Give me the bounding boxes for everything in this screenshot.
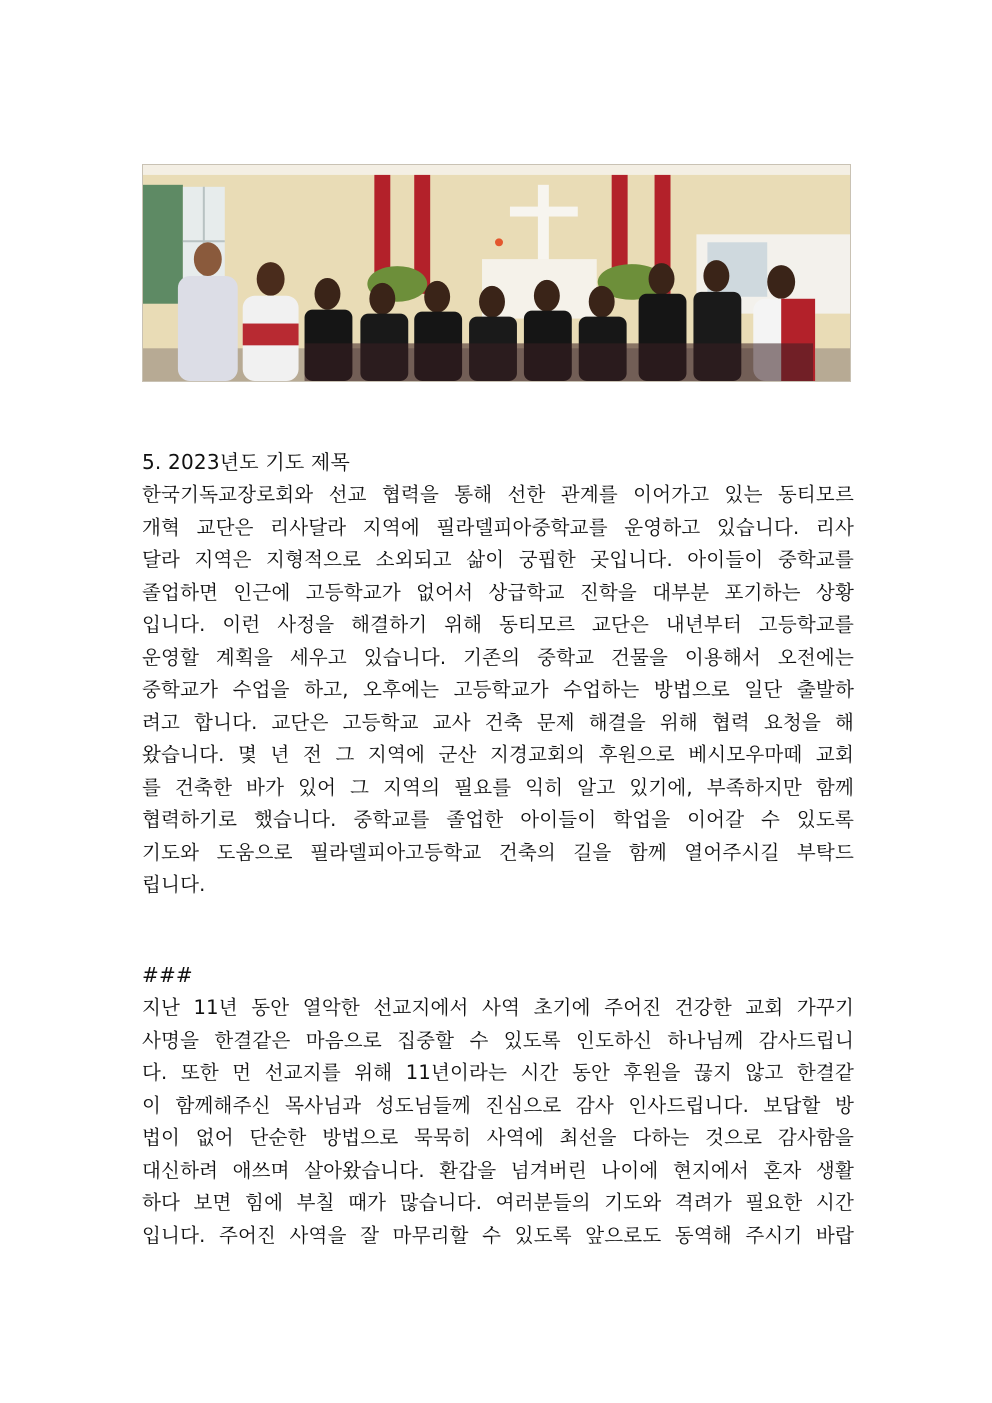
church-group-photo [142, 164, 851, 382]
paragraph-line: 한국기독교장로회와 선교 협력을 통해 선한 관계를 이어가고 있는 동티모르 [142, 483, 854, 506]
paragraph-line: 입니다. 주어진 사역을 잘 마무리할 수 있도록 앞으로도 동역해 주시기 바랍 [142, 1223, 854, 1247]
paragraph-line: 를 건축한 바가 있어 그 지역의 필요를 익히 알고 있기에, 부족하지만 함께 [142, 775, 854, 799]
paragraph-line: 입니다. 이런 사정을 해결하기 위해 동티모르 교단은 내년부터 고등학교를 [142, 613, 854, 636]
section-divider-heading: ### [142, 963, 193, 987]
paragraph-line: 법이 없어 단순한 방법으로 묵묵히 사역에 최선을 다하는 것으로 감사함을 [142, 1126, 854, 1149]
paragraph-line: 려고 합니다. 교단은 고등학교 교사 건축 문제 해결을 위해 협력 요청을 해 [142, 710, 854, 734]
paragraph-line: 개혁 교단은 리사달라 지역에 필라델피아중학교를 운영하고 있습니다. 리사 [142, 515, 854, 539]
paragraph-line: 졸업하면 인근에 고등학교가 없어서 상급학교 진학을 대부분 포기하는 상황 [142, 580, 854, 604]
section-heading: 5. 2023년도 기도 제목 [142, 450, 350, 474]
paragraph-line: 하다 보면 힘에 부칠 때가 많습니다. 여러분들의 기도와 격려가 필요한 시간 [142, 1191, 854, 1214]
paragraph-line: 기도와 도움으로 필라델피아고등학교 건축의 길을 함께 열어주시길 부탁드 [142, 840, 854, 864]
thanks-section [142, 959, 854, 1252]
paragraph-line: 협력하기로 했습니다. 중학교를 졸업한 아이들이 학업을 이어갈 수 있도록 [142, 808, 854, 831]
photo-illustration [143, 165, 850, 381]
paragraph-line: 립니다. [142, 873, 206, 896]
paragraph-line: 대신하려 애쓰며 살아왔습니다. 환갑을 넘겨버린 나이에 현지에서 혼자 생활 [142, 1158, 854, 1182]
paragraph-line: 다. 또한 먼 선교지를 위해 11년이라는 시간 동안 후원을 끊지 않고 한결같 [142, 1061, 854, 1084]
paragraph-line: 왔습니다. 몇 년 전 그 지역에 군산 지경교회의 후원으로 베시모우마떼 교회 [142, 743, 854, 766]
prayer-topics-section [142, 446, 854, 902]
paragraph-line: 달라 지역은 지형적으로 소외되고 삶이 궁핍한 곳입니다. 아이들이 중학교를 [142, 548, 854, 571]
paragraph-line: 운영할 계획을 세우고 있습니다. 기존의 중학교 건물을 이용해서 오전에는 [142, 645, 854, 669]
paragraph-line: 이 함께해주신 목사님과 성도님들께 진심으로 감사 인사드립니다. 보답할 방 [142, 1093, 854, 1117]
paragraph-line: 사명을 한결같은 마음으로 집중할 수 있도록 인도하신 하나님께 감사드립니 [142, 1028, 854, 1052]
paragraph-line: 중학교가 수업을 하고, 오후에는 고등학교가 수업하는 방법으로 일단 출발하 [142, 678, 854, 701]
paragraph-line: 지난 11년 동안 열악한 선교지에서 사역 초기에 주어진 건강한 교회 가꾸기 [142, 996, 854, 1019]
